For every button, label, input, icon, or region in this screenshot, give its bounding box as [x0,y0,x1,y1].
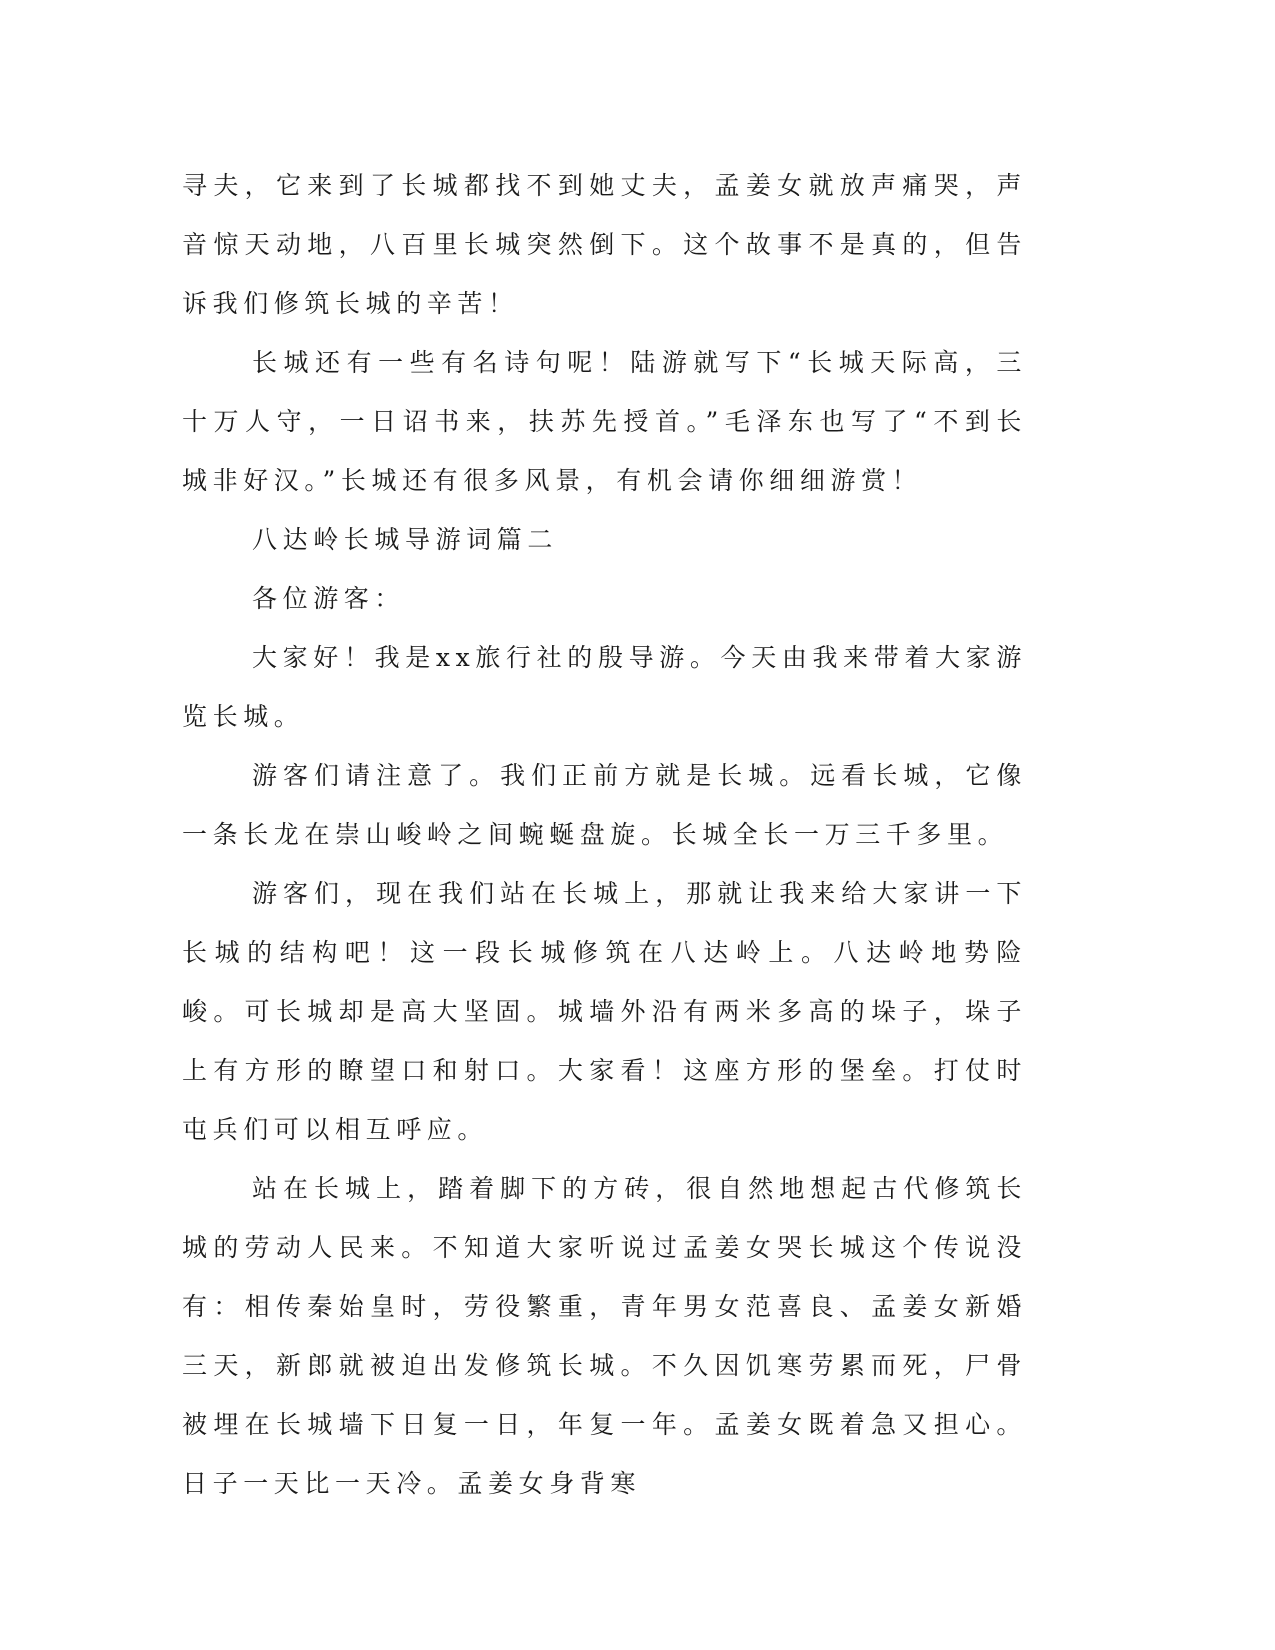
document-body [182,156,1027,1513]
paragraph-1: 寻夫，它来到了长城都找不到她丈夫，孟姜女就放声痛哭，声音惊天动地，八百里长城突然倒下。这个故事不是真的，但告诉我们修筑长城的辛苦！ [182,171,1027,318]
section-heading: 八达岭长城导游词篇二 [252,525,559,554]
paragraph-6: 游客们请注意了。我们正前方就是长城。远看长城，它像一条长龙在崇山峻岭之间蜿蜒盘旋。长城全长一万三千多里。 [182,761,1027,849]
paragraph-8: 站在长城上，踏着脚下的方砖，很自然地想起古代修筑长城的劳动人民来。不知道大家听说过孟姜女哭长城这个传说没有：相传秦始皇时，劳役繁重，青年男女范喜良、孟姜女新婚三天，新郎就被迫出发修筑长城。不久因饥寒劳累而死，尸骨被埋在长城墙下日复一日，年复一年。孟姜女既着急又担心。日子一天比一天冷。孟姜女身背寒 [182,1174,1027,1498]
paragraph-7: 游客们，现在我们站在长城上，那就让我来给大家讲一下长城的结构吧！这一段长城修筑在八达岭上。八达岭地势险峻。可长城却是高大坚固。城墙外沿有两米多高的垛子，垛子上有方形的瞭望口和射口。大家看！这座方形的堡垒。打仗时屯兵们可以相互呼应。 [182,879,1027,1144]
greeting-line: 各位游客： [252,584,406,613]
paragraph-5: 大家好！我是xx旅行社的殷导游。今天由我来带着大家游览长城。 [182,643,1027,731]
paragraph-2: 长城还有一些有名诗句呢！陆游就写下“长城天际高，三十万人守，一日诏书来，扶苏先授首。”毛泽东也写了“不到长城非好汉。”长城还有很多风景，有机会请你细细游赏！ [182,348,1027,495]
